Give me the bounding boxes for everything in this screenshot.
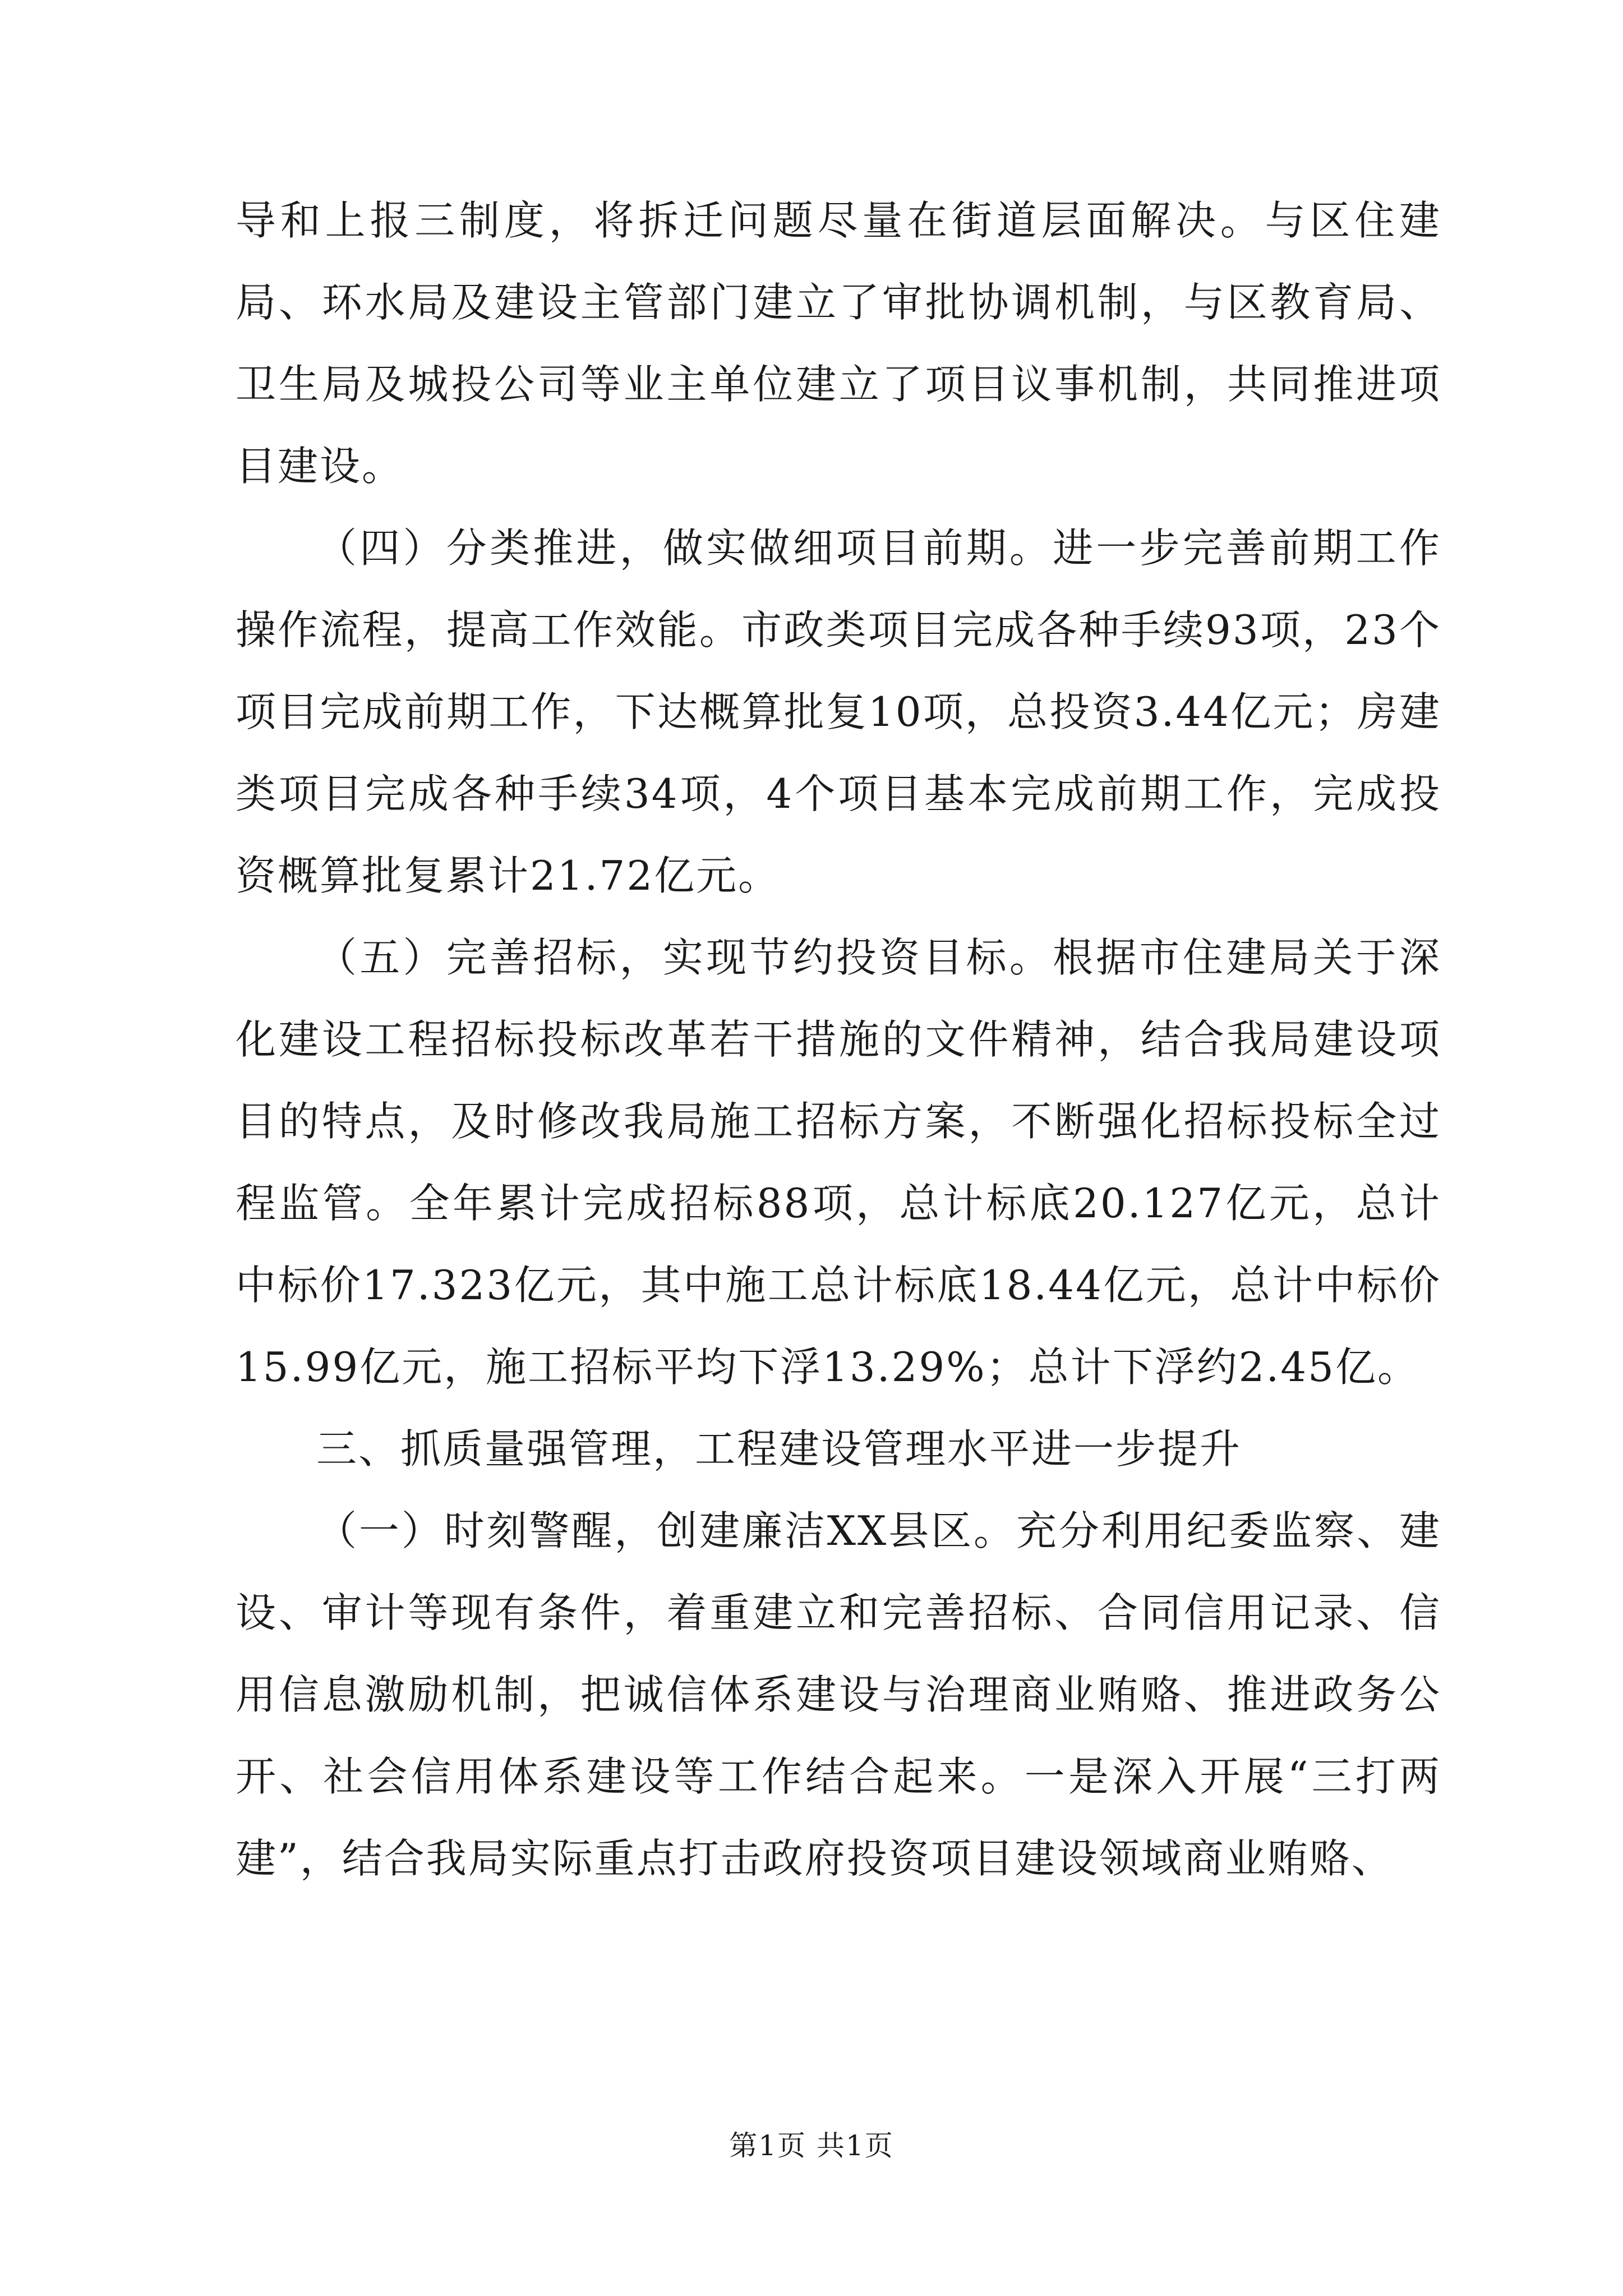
paragraph-section-five: （五）完善招标，实现节约投资目标。根据市住建局关于深化建设工程招标投标改革若干措施的文件精神，结合我局建设项目的特点，及时修改我局施工招标方案，不断强化招标投标全过程监管。全年累计完成招标88项，总计标底20.127亿元，总计中标价17.323亿元，其中施工总计标底18.44亿元，总计中标价15.99亿元，施工招标平均下浮13.29%；总计下浮约2.45亿。	[236, 934, 1441, 1391]
section-heading-three: 三、抓质量强管理，工程建设管理水平进一步提升	[316, 1425, 1242, 1473]
paragraph-continuation: 导和上报三制度，将拆迁问题尽量在街道层面解决。与区住建局、环水局及建设主管部门建立了审批协调机制，与区教育局、卫生局及城投公司等业主单位建立了项目议事机制，共同推进项目建设。	[236, 197, 1441, 490]
paragraph-subsection-one: （一）时刻警醒，创建廉洁XX县区。充分利用纪委监察、建设、审计等现有条件，着重建立和完善招标、合同信用记录、信用信息激励机制，把诚信体系建设与治理商业贿赂、推进政务公开、社会信用体系建设等工作结合起来。一是深入开展“三打两建”，结合我局实际重点打击政府投资项目建设领域商业贿赂、	[236, 1507, 1441, 1882]
paragraph-section-four: （四）分类推进，做实做细项目前期。进一步完善前期工作操作流程，提高工作效能。市政类项目完成各种手续93项，23个项目完成前期工作，下达概算批复10项，总投资3.44亿元；房建类项目完成各种手续34项，4个项目基本完成前期工作，完成投资概算批复累计21.72亿元。	[236, 524, 1441, 899]
document-body	[236, 180, 1441, 1899]
page-footer: 第1页 共1页	[729, 2129, 894, 2162]
